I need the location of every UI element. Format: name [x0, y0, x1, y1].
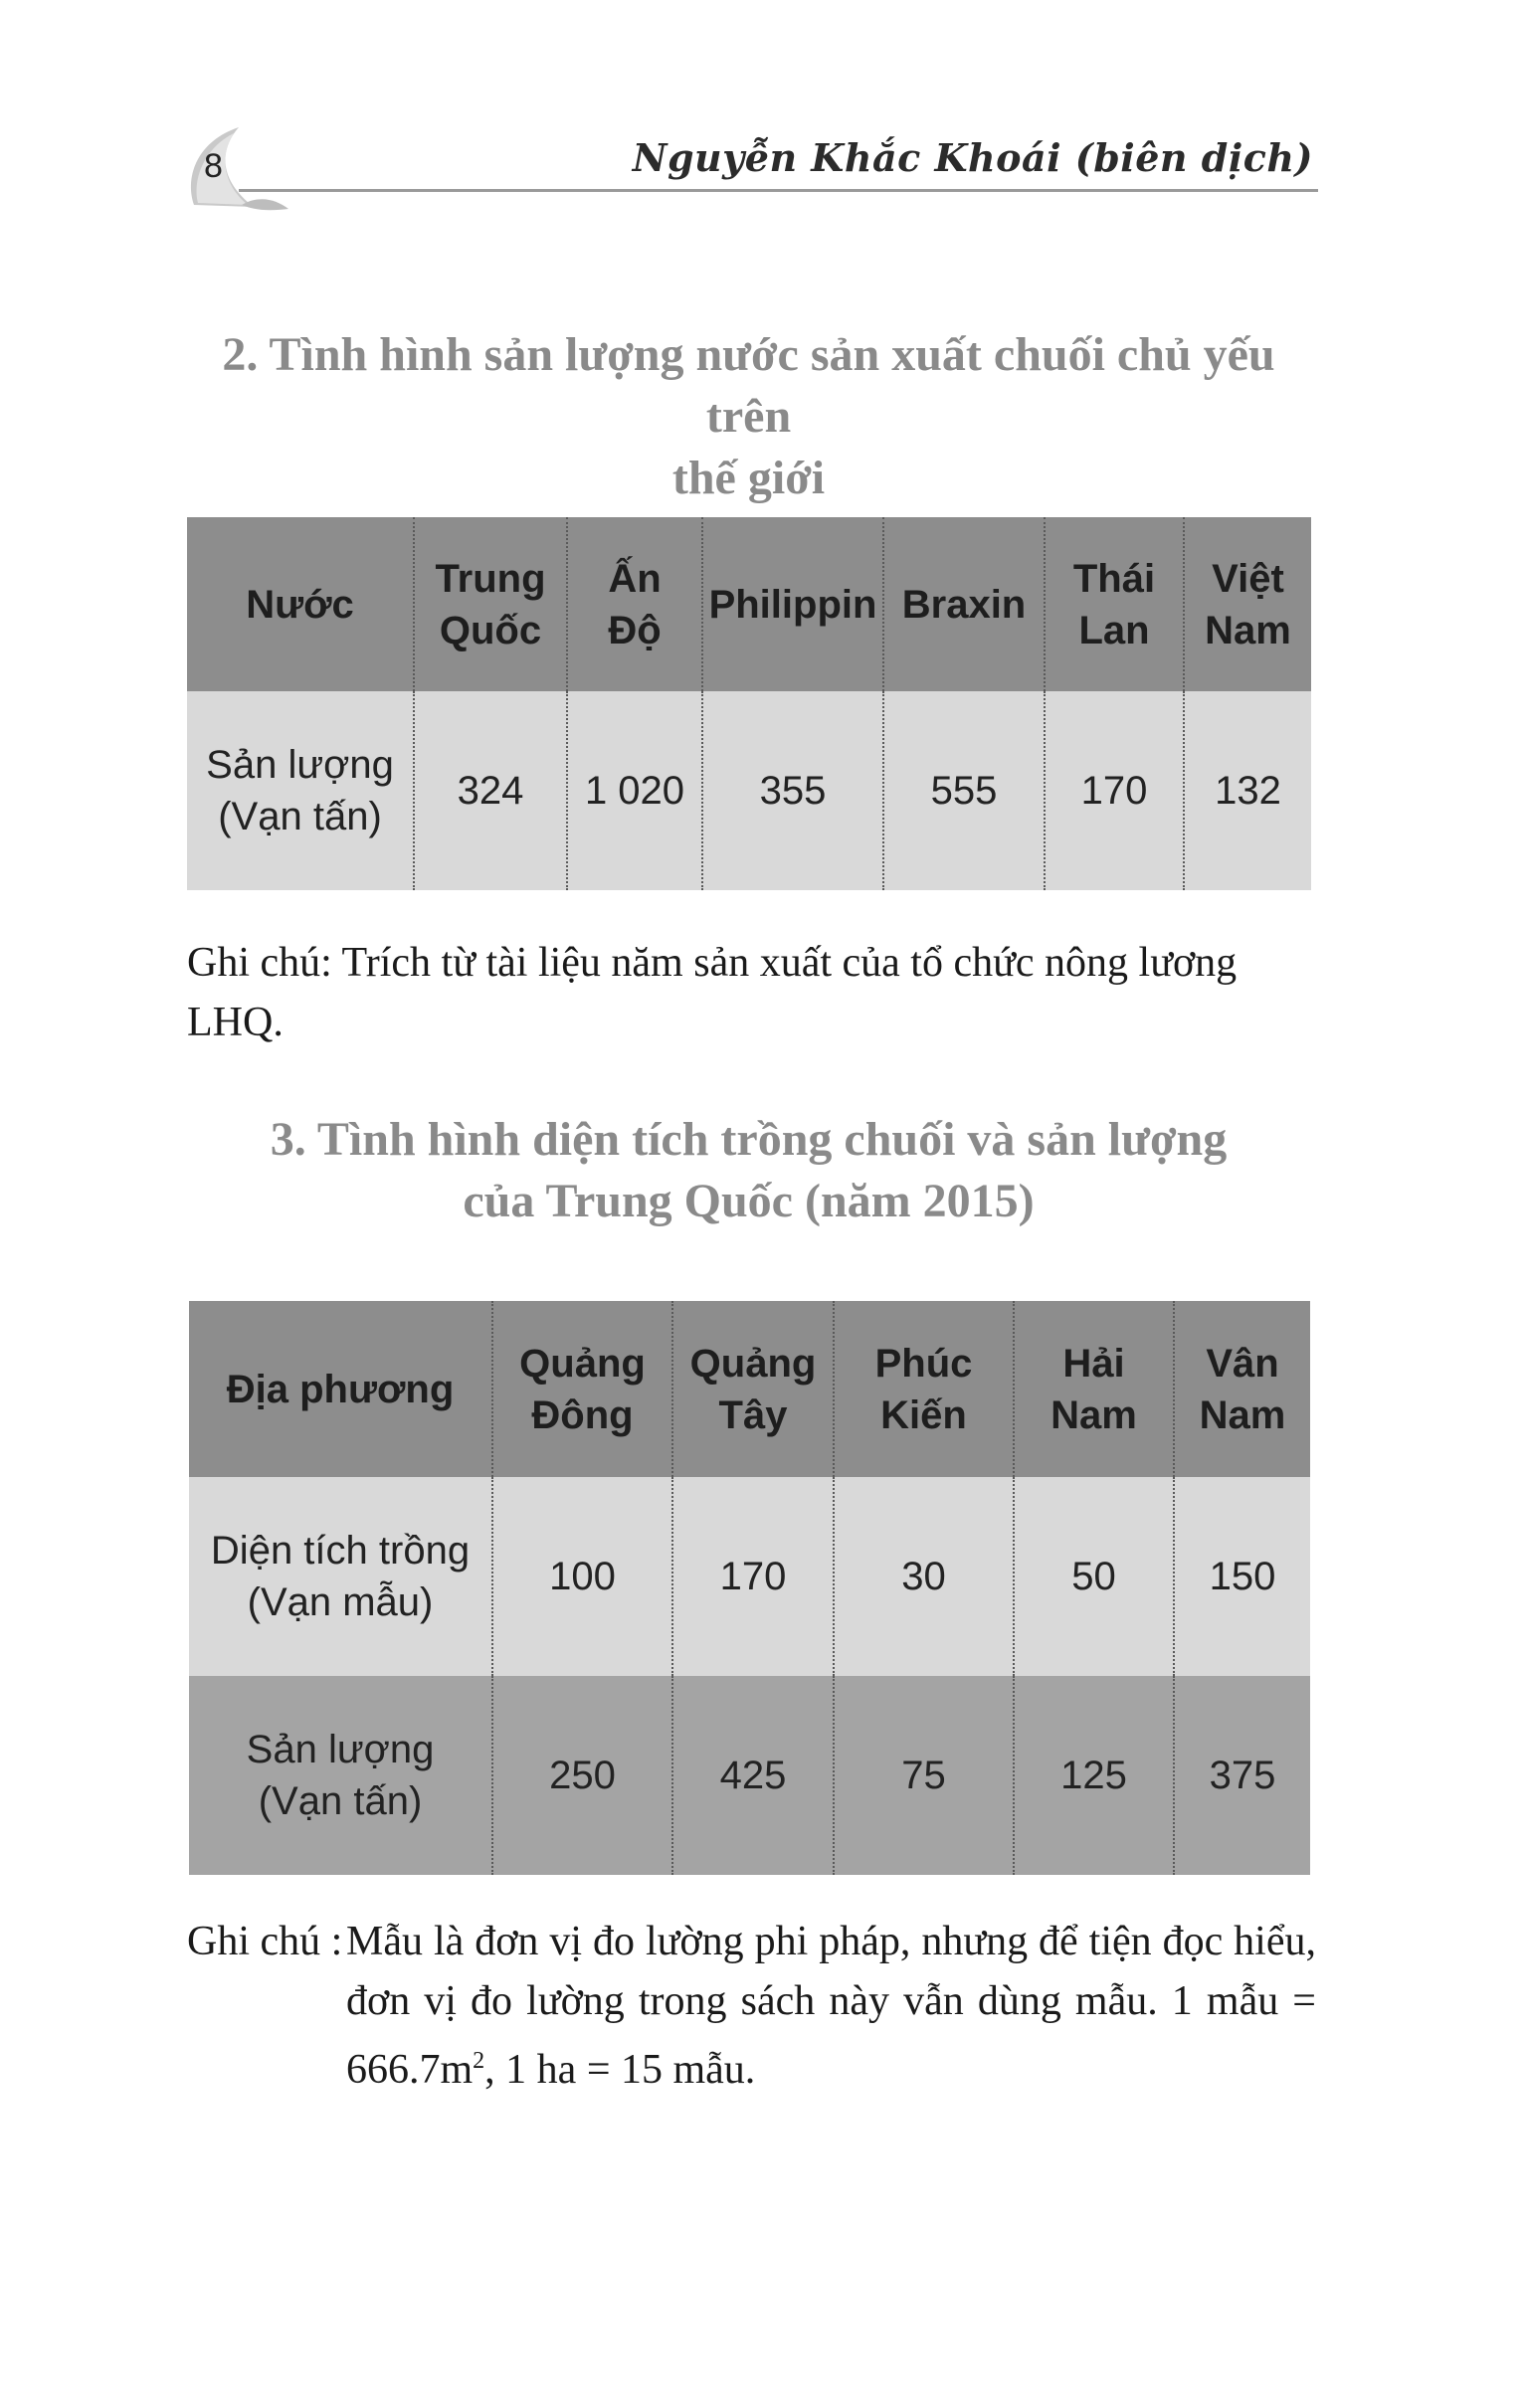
header-cell-vietnam: Việt Nam	[1184, 517, 1311, 691]
header-cell-guangxi: Quảng Tây	[672, 1301, 834, 1477]
table-cell: 375	[1174, 1676, 1310, 1875]
header-cell-brazil: Braxin	[883, 517, 1045, 691]
table-header-row	[189, 1301, 1310, 1477]
header-cell-thailand: Thái Lan	[1045, 517, 1184, 691]
table-row	[189, 1676, 1310, 1875]
table-cell: 50	[1014, 1477, 1174, 1676]
header-cell-country: Nước	[187, 517, 414, 691]
row-label-output: Sản lượng (Vạn tấn)	[189, 1676, 492, 1875]
table-cell: 30	[834, 1477, 1014, 1676]
section-2-note: Ghi chú: Trích từ tài liệu năm sản xuất của tổ chức nông lương LHQ.	[187, 940, 1238, 1045]
header-cell-china: Trung Quốc	[414, 517, 567, 691]
table-header-row	[187, 517, 1311, 691]
table-cell: 1 020	[567, 691, 702, 890]
table-row	[189, 1477, 1310, 1676]
china-area-output-table	[189, 1301, 1310, 1875]
table-cell: 75	[834, 1676, 1014, 1875]
table-cell: 425	[672, 1676, 834, 1875]
table-cell: 355	[702, 691, 883, 890]
leaf-ornament-icon	[184, 125, 293, 215]
header-cell-philippines: Philippin	[702, 517, 883, 691]
table-cell: 170	[672, 1477, 834, 1676]
section-2-title-line-2: thế giới	[671, 452, 826, 504]
section-3-title-line-1: 3. Tình hình diện tích trồng chuối và sản lượng	[270, 1113, 1228, 1166]
section-3-title-line-2: của Trung Quốc (năm 2015)	[463, 1175, 1035, 1227]
section-3-note-label: Ghi chú :	[187, 1919, 343, 1964]
table-cell: 132	[1184, 691, 1311, 890]
table-cell: 100	[492, 1477, 672, 1676]
page-number: 8	[204, 147, 223, 185]
section-3-note-body: Mẫu là đơn vị đo lường phi pháp, nhưng để tiện đọc hiểu, đơn vị đo lường trong sách này vẫn dùng mẫu. 1 mẫu = $666.7m^2$, 1 ha = 15 mẫu.	[346, 1919, 1316, 2093]
section-2-title-line-1: 2. Tình hình sản lượng nước sản xuất chuối chủ yếu trên	[222, 328, 1275, 443]
header-cell-guangdong: Quảng Đông	[492, 1301, 672, 1477]
table-cell: 170	[1045, 691, 1184, 890]
header-cell-fujian: Phúc Kiến	[834, 1301, 1014, 1477]
header-cell-hainan: Hải Nam	[1014, 1301, 1174, 1477]
row-label-output: Sản lượng (Vạn tấn)	[187, 691, 414, 890]
page-header	[184, 117, 1313, 207]
table-cell: 150	[1174, 1477, 1310, 1676]
superscript: 2	[473, 2048, 485, 2074]
world-production-table	[187, 517, 1311, 890]
table-cell: 555	[883, 691, 1045, 890]
table-cell: 125	[1014, 1676, 1174, 1875]
row-label-area: Diện tích trồng (Vạn mẫu)	[189, 1477, 492, 1676]
header-rule	[239, 189, 1318, 192]
running-title: Nguyễn Khắc Khoái (biên dịch)	[632, 135, 1313, 180]
section-2-title	[184, 324, 1313, 509]
table-cell: 250	[492, 1676, 672, 1875]
table-row	[187, 691, 1311, 890]
header-cell-region: Địa phương	[189, 1301, 492, 1477]
header-cell-yunnan: Vân Nam	[1174, 1301, 1310, 1477]
section-3-title	[184, 1109, 1313, 1232]
table-cell: 324	[414, 691, 567, 890]
header-cell-india: Ấn Độ	[567, 517, 702, 691]
